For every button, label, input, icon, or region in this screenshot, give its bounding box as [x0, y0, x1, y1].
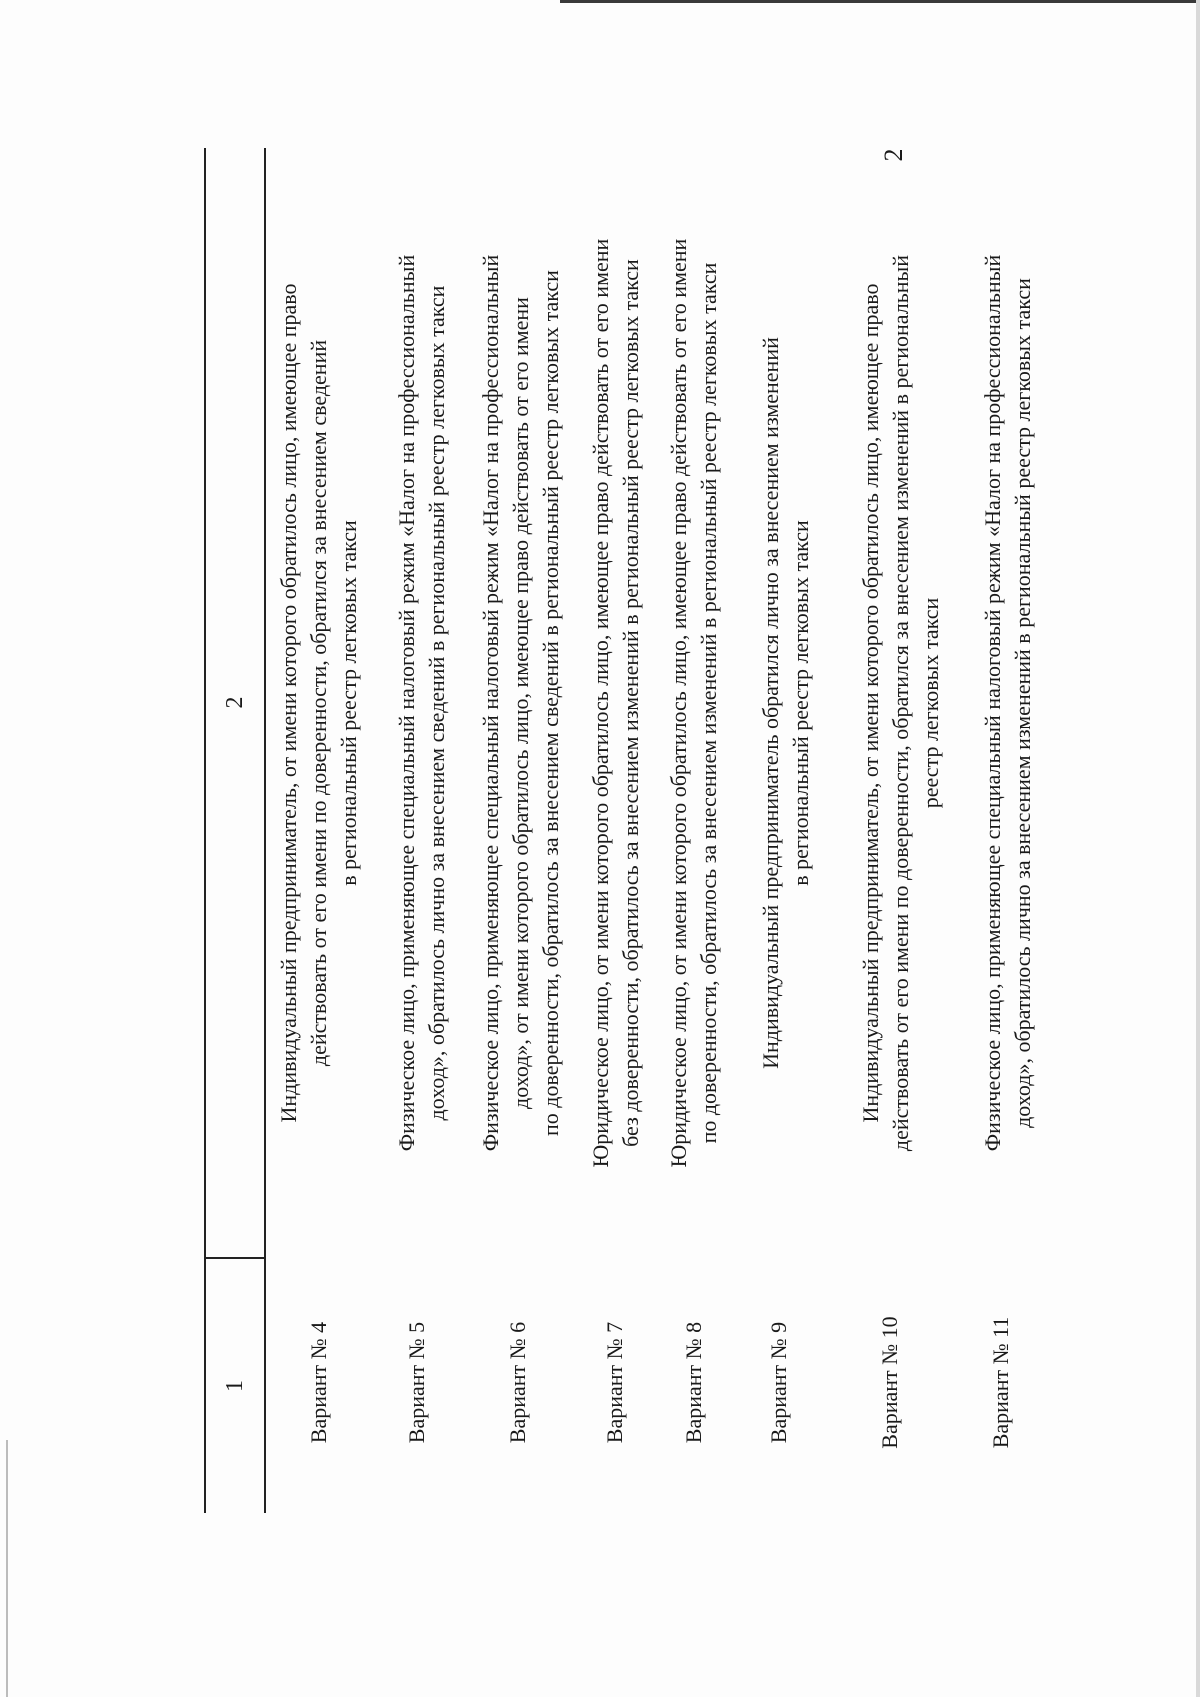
description-line: Юридическое лицо, от имени которого обратилось лицо, имеющее право действовать от его имени: [666, 238, 691, 1168]
scan-edge-top: [560, 0, 1200, 3]
variant-cell: Вариант № 9: [766, 1321, 791, 1444]
table-row: [956, 148, 1048, 1513]
variant-cell: Вариант № 7: [602, 1321, 627, 1444]
variant-cell: Вариант № 10: [877, 1316, 902, 1449]
description-cell: [462, 148, 576, 1258]
description-cell: [265, 148, 374, 1258]
description-line: Физическое лицо, применяющее специальный налоговый режим «Налог на профессиональный: [394, 254, 419, 1152]
variant-cell: Вариант № 8: [681, 1321, 706, 1444]
description-cell: [826, 148, 956, 1258]
description-line: по доверенности, обратилось за внесением изменений в региональный реестр легковых такси: [696, 262, 721, 1144]
table-row: [462, 148, 576, 1513]
description-cell: [374, 148, 462, 1258]
rotated-table-container: [204, 148, 1035, 1513]
description-line: Юридическое лицо, от имени которого обратилось лицо, имеющее право действовать от его имени: [588, 238, 613, 1168]
table-row: [374, 148, 462, 1513]
description-line: действовать от его имени по доверенности, обратился за внесением сведений: [306, 339, 331, 1067]
table-header-row: [205, 148, 265, 1513]
description-line: реестр легковых такси: [918, 597, 943, 809]
description-cell: [956, 148, 1048, 1258]
page-number: 2: [879, 148, 908, 162]
description-line: Индивидуальный предприниматель обратился лично за внесением изменений: [758, 337, 783, 1069]
variant-cell: Вариант № 5: [404, 1321, 429, 1444]
description-line: в региональный реестр легковых такси: [788, 520, 813, 886]
scan-edge-left: [6, 1440, 8, 1697]
variant-cell: Вариант № 4: [306, 1321, 331, 1444]
table-row: [826, 148, 956, 1513]
description-line: Индивидуальный предприниматель, от имени которого обратилось лицо, имеющее право: [276, 283, 301, 1123]
column-header-2: 2: [205, 148, 265, 1258]
table-row: [265, 148, 374, 1513]
variants-table: [204, 148, 1048, 1513]
column-header-1: 1: [205, 1258, 265, 1513]
variant-cell: Вариант № 6: [505, 1321, 530, 1444]
description-line: доход», обратилось лично за внесением изменений в региональный реестр легковых такси: [1010, 278, 1035, 1128]
description-cell: [656, 148, 734, 1258]
description-line: Физическое лицо, применяющее специальный налоговый режим «Налог на профессиональный: [478, 254, 503, 1152]
description-line: доход», обратилось лично за внесением сведений в региональный реестр легковых такси: [424, 285, 449, 1121]
description-line: Физическое лицо, применяющее специальный налоговый режим «Налог на профессиональный: [980, 254, 1005, 1152]
description-line: по доверенности, обратилось за внесением сведений в региональный реестр легковых такси: [538, 270, 563, 1136]
description-cell: [734, 148, 826, 1258]
scan-edge-right: [1196, 0, 1200, 1697]
table-row: [734, 148, 826, 1513]
description-line: Индивидуальный предприниматель, от имени которого обратилось лицо, имеющее право: [858, 283, 883, 1123]
description-cell: [576, 148, 656, 1258]
description-line: доход», от имени которого обратилось лицо, имеющее право действовать от его имени: [508, 297, 533, 1109]
description-line: без доверенности, обратилось за внесением изменений в региональный реестр легковых такси: [618, 259, 643, 1147]
description-line: действовать от его имени по доверенности, обратился за внесением изменений в региональный: [888, 254, 913, 1152]
table-body: [265, 148, 1048, 1513]
description-line: в региональный реестр легковых такси: [336, 520, 361, 886]
table-row: [656, 148, 734, 1513]
variant-cell: Вариант № 11: [988, 1316, 1013, 1449]
table-row: [576, 148, 656, 1513]
